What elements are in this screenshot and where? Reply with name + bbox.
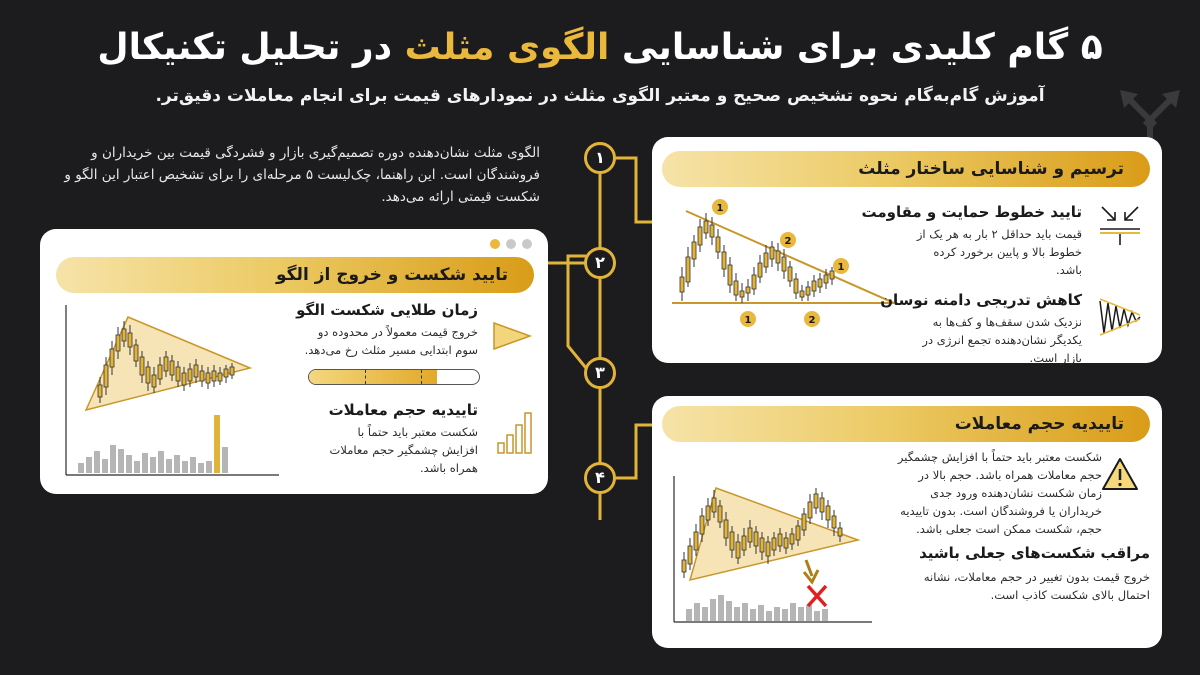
breakout-progress-fill — [309, 370, 437, 384]
card3-candle — [820, 498, 824, 512]
card2-volume-bar — [166, 459, 172, 473]
card2-volume-bar — [134, 461, 140, 473]
card2-volume-bar — [142, 453, 148, 473]
breakout-chart — [64, 305, 284, 480]
card2-volume-bar — [222, 447, 228, 473]
card2-volume-bar — [118, 449, 124, 473]
card3-volume-bar — [734, 607, 740, 621]
card3-candle — [826, 506, 830, 520]
card1-candle — [782, 257, 786, 271]
card2-volume-bar — [78, 463, 84, 473]
step-2-badge: ۲ — [584, 247, 616, 279]
card3-volume-bar — [758, 605, 764, 621]
card3-candle — [724, 520, 728, 538]
card2-candle — [146, 367, 150, 383]
card2-volume-bar — [182, 461, 188, 473]
card1-item2-title: کاهش تدریجی دامنه نوسان — [880, 291, 1082, 309]
title-highlight: الگوی مثلث — [404, 27, 610, 68]
card2-candle — [230, 367, 234, 375]
intro-paragraph: الگوی مثلث نشان‌دهنده دوره تصمیم‌گیری بازار و فشردگی قیمت بین خریداران و فروشندگان است. این راهنما، چک‌لیست ۵ مرحله‌ای را برای تشخیص اعتبار این الگو و شکست قیمتی ارائه می‌دهد. — [64, 145, 540, 205]
card1-candle — [692, 242, 696, 259]
window-dot-2 — [506, 239, 516, 249]
progress-divider-1 — [365, 370, 366, 384]
card1-candle — [722, 252, 726, 269]
card3-volume-bar — [766, 611, 772, 621]
card2-volume-bar — [126, 455, 132, 473]
card1-candle — [770, 247, 774, 259]
card2-candle — [134, 345, 138, 361]
card-breakout-confirmation — [40, 229, 548, 494]
card2-candle — [104, 365, 108, 387]
card2-item2-title: تاییدیه حجم معاملات — [328, 401, 478, 419]
card3-candle — [766, 542, 770, 556]
card2-volume-bar — [214, 415, 220, 473]
card2-candle — [158, 365, 162, 379]
card3-candle — [796, 526, 800, 540]
card1-candle — [680, 277, 684, 292]
card2-volume-bar — [94, 451, 100, 473]
card2-volume-bar — [102, 459, 108, 473]
card2-candle — [98, 385, 102, 397]
card1-candle — [818, 279, 822, 287]
card3-candle — [814, 494, 818, 508]
chart-label-top-3: 1 — [837, 262, 845, 273]
card3-title: تاییدیه حجم معاملات — [662, 406, 1150, 442]
card1-title: ترسیم و شناسایی ساختار مثلث — [662, 151, 1150, 187]
card2-volume-bar — [86, 457, 92, 473]
breakout-progress-bar — [308, 369, 480, 385]
card3-candle — [748, 528, 752, 542]
window-dot-1 — [522, 239, 532, 249]
card3-candle — [700, 516, 704, 534]
chart-label-top-1: 1 — [716, 203, 724, 214]
card1-candle — [776, 251, 780, 263]
card3-volume-bar — [742, 603, 748, 621]
chart-label-bottom-1: 1 — [744, 315, 752, 326]
card2-candle — [188, 369, 192, 381]
card2-candle — [116, 335, 120, 351]
card3-volume-bar — [774, 607, 780, 621]
card2-volume-bar — [190, 457, 196, 473]
card2-volume-bar — [174, 455, 180, 473]
card1-candle — [710, 225, 714, 237]
volume-bars-icon — [496, 409, 536, 455]
card3-candle — [808, 502, 812, 518]
card2-candle — [206, 373, 210, 383]
card3-candle — [772, 538, 776, 550]
card3-volume-bar — [750, 609, 756, 621]
card1-candle — [788, 267, 792, 281]
card2-candle — [152, 375, 156, 387]
page-subtitle: آموزش گام‌به‌گام نحوه تشخیص صحیح و معتبر الگوی مثلث در نمودارهای قیمت برای انجام معاملات دقیق‌تر. — [155, 86, 1045, 106]
step-3-badge: ۳ — [584, 357, 616, 389]
card3-candle — [718, 506, 722, 522]
card2-item1-title: زمان طلایی شکست الگو — [296, 301, 478, 319]
card2-candle — [194, 365, 198, 377]
card3-candle — [784, 538, 788, 548]
title-lead: ۵ گام کلیدی برای شناسایی — [609, 27, 1103, 68]
card2-candle — [170, 361, 174, 375]
card3-volume-bar — [726, 601, 732, 621]
triangle-pointer-icon — [492, 321, 532, 351]
card3-item2-title: مراقب شکست‌های جعلی باشید — [919, 544, 1150, 562]
card2-candle — [140, 357, 144, 375]
chart-label-top-2: 2 — [784, 236, 792, 247]
card2-candle — [110, 349, 114, 367]
card3-candle — [706, 506, 710, 520]
card2-title: تایید شکست و خروج از الگو — [56, 257, 534, 293]
card2-candle — [122, 329, 126, 341]
card3-volume-bar — [790, 603, 796, 621]
card3-volume-bar — [702, 607, 708, 621]
card3-candle — [790, 534, 794, 544]
card2-candle — [212, 371, 216, 381]
card3-volume-bar — [710, 599, 716, 621]
card1-candle — [830, 271, 834, 279]
card3-volume-bar — [798, 607, 804, 621]
card2-candle — [218, 373, 222, 381]
card2-volume-bar — [110, 445, 116, 473]
narrowing-range-icon — [1098, 297, 1142, 337]
card1-candle — [686, 257, 690, 282]
title-tail: در تحلیل تکنیکال — [97, 27, 405, 68]
card1-candle — [800, 291, 804, 297]
fake-breakout-chart — [672, 476, 892, 626]
card3-candle — [694, 532, 698, 550]
card2-item1-text: خروج قیمت معمولاً در محدوده دو سوم ابتدایی مسیر مثلث رخ می‌دهد. — [304, 325, 478, 357]
window-dot-3 — [490, 239, 500, 249]
card3-candle — [682, 560, 686, 572]
card1-item1-text: قیمت باید حداقل ۲ بار به هر یک از خطوط بالا و پایین برخورد کرده باشد. — [916, 227, 1082, 277]
card2-candle — [128, 333, 132, 347]
card3-item1-text: شکست معتبر باید حتماً با افزایش چشمگیر حجم معاملات همراه باشد. حجم بالا در زمان شکست نشان‌دهنده ورود جدی خریداران یا فروشندگان است. بدون تاییدیه حجم، شکست ممکن است جعلی باشد. — [897, 450, 1102, 536]
card2-volume-bar — [158, 451, 164, 473]
card1-item2-text: نزدیک شدن سقف‌ها و کف‌ها به یکدیگر نشان‌دهنده تجمع انرژی در بازار است. — [922, 315, 1082, 365]
card3-volume-bar — [694, 603, 700, 621]
card2-candle — [224, 369, 228, 377]
card3-candle — [778, 534, 782, 546]
card3-candle — [838, 528, 842, 536]
card3-candle — [712, 498, 716, 512]
warning-icon — [1100, 456, 1140, 492]
card1-candle — [734, 281, 738, 295]
card1-candle — [794, 279, 798, 293]
card3-volume-bar — [686, 609, 692, 621]
card1-candle — [746, 287, 750, 293]
card2-item2-text: شکست معتبر باید حتماً با افزایش چشمگیر حجم معاملات همراه باشد. — [329, 425, 478, 475]
progress-divider-2 — [421, 370, 422, 384]
card1-candle — [698, 227, 702, 245]
card1-candle — [758, 263, 762, 277]
card3-candle — [736, 542, 740, 558]
card2-candle — [164, 357, 168, 371]
card3-volume-bar — [718, 595, 724, 621]
card3-candle — [688, 546, 692, 564]
card1-candle — [716, 237, 720, 252]
card2-volume-bar — [206, 461, 212, 473]
card1-candle — [824, 275, 828, 283]
card3-candle — [802, 514, 806, 530]
step-4-badge: ۴ — [584, 462, 616, 494]
card1-candle — [740, 291, 744, 297]
card3-volume-bar — [806, 605, 812, 621]
card3-candle — [760, 538, 764, 552]
card1-item1-title: تایید خطوط حمایت و مقاومت — [861, 203, 1082, 221]
card2-volume-bar — [150, 457, 156, 473]
card3-volume-bar — [814, 611, 820, 621]
card2-volume-bar — [198, 463, 204, 473]
card3-candle — [832, 516, 836, 528]
card3-volume-bar — [782, 609, 788, 621]
card2-candle — [182, 373, 186, 385]
card3-candle — [742, 536, 746, 550]
card3-item2-text: خروج قیمت بدون تغییر در حجم معاملات، نشانه احتمال بالای شکست کاذب است. — [923, 570, 1150, 602]
step-1-badge: ۱ — [584, 142, 616, 174]
card1-candle — [752, 275, 756, 289]
card1-candle — [812, 281, 816, 291]
card3-candle — [730, 532, 734, 550]
card1-candle — [728, 265, 732, 285]
card1-candle — [704, 221, 708, 233]
card-volume-confirmation — [652, 396, 1162, 648]
card1-candle — [806, 287, 810, 295]
card2-candle — [200, 371, 204, 381]
card2-candle — [176, 367, 180, 381]
converging-arrows-icon — [1098, 203, 1142, 247]
card-triangle-structure — [652, 137, 1162, 363]
card1-candle — [764, 253, 768, 267]
card3-candle — [754, 532, 758, 546]
chart-label-bottom-2: 2 — [808, 315, 816, 326]
card3-volume-bar — [822, 609, 828, 621]
